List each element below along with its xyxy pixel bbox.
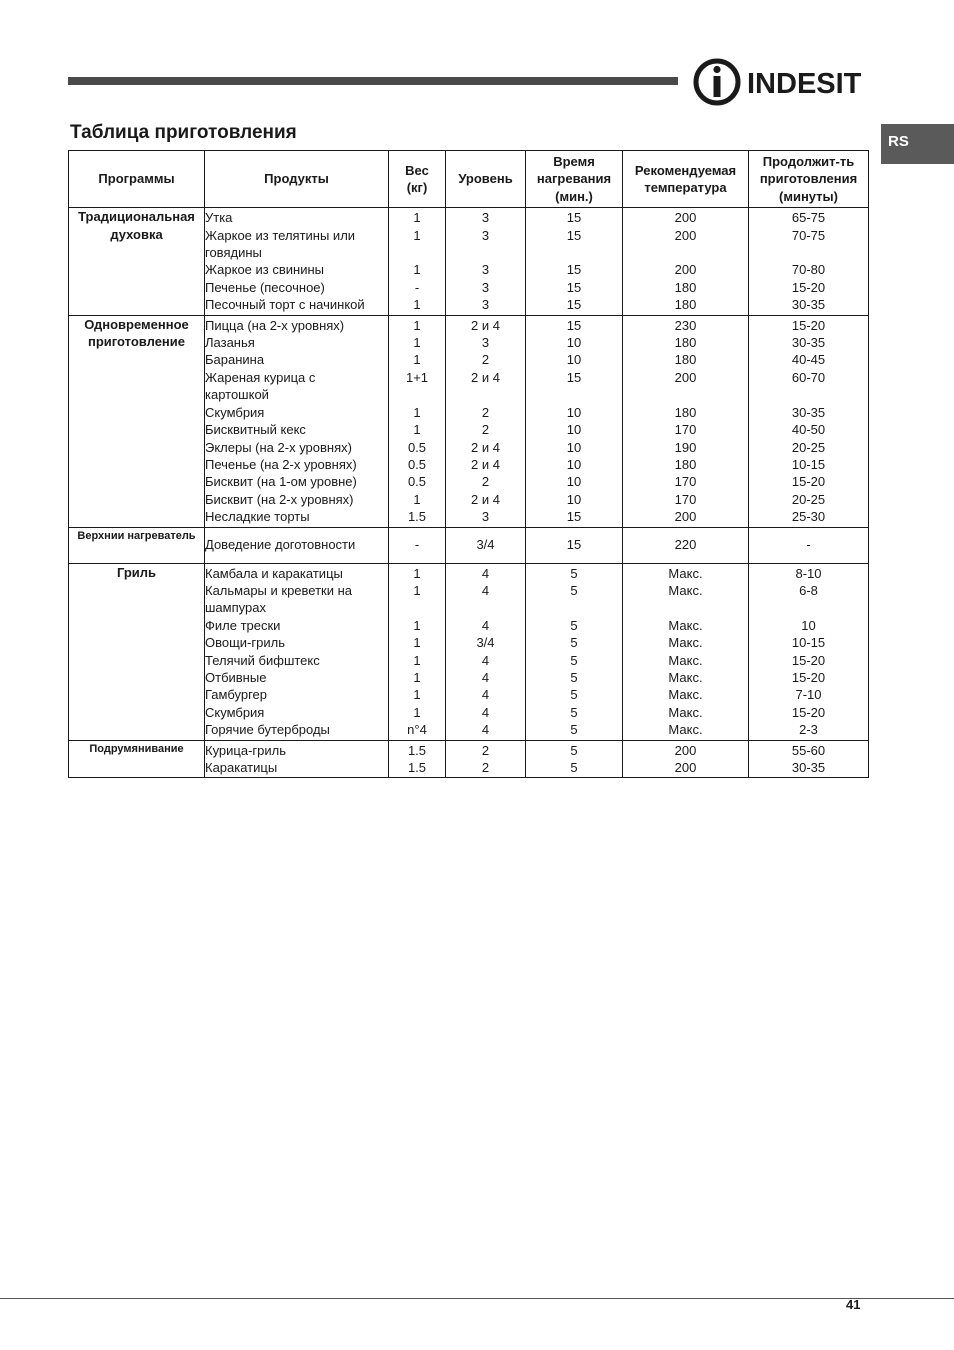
duration-cell-value: 20-25 xyxy=(791,491,826,507)
duration-cell-value: 70-75 xyxy=(791,227,826,243)
temperature-cell xyxy=(623,527,749,563)
level-cell-value: 2 xyxy=(481,352,490,368)
temperature-cell xyxy=(623,740,749,778)
temperature-cell-value: 220 xyxy=(674,537,697,553)
temperature-cell xyxy=(623,563,749,740)
preheat-cell-value: 15 xyxy=(566,537,582,553)
weight-cell-value: 1 xyxy=(413,669,421,685)
duration-cell-value: 60-70 xyxy=(791,369,826,385)
preheat-cell-value: 15 xyxy=(566,262,582,278)
level-cell-value: 2 xyxy=(481,404,490,420)
weight-cell xyxy=(389,208,446,315)
level-cell-value: 4 xyxy=(481,722,490,738)
product-cell-value: Курица-гриль xyxy=(205,742,287,758)
temperature-cell-value: 200 xyxy=(674,262,697,278)
footer-divider xyxy=(0,1298,954,1299)
level-cell-value: 2 xyxy=(481,742,490,758)
weight-cell-value: 1 xyxy=(413,210,421,226)
temperature-cell-value: 180 xyxy=(674,335,697,351)
weight-cell-value: 1 xyxy=(413,491,421,507)
program-label: Верхнии нагреватель xyxy=(77,529,196,542)
page-number: 41 xyxy=(846,1297,861,1312)
product-cell-value: Несладкие торты xyxy=(205,509,310,525)
duration-cell-value: 7-10 xyxy=(795,687,822,703)
temperature-cell-value: 180 xyxy=(674,297,697,313)
product-cell xyxy=(205,315,389,527)
product-cell-value: Лазанья xyxy=(205,335,255,351)
preheat-cell-value: 5 xyxy=(570,565,578,581)
table-row xyxy=(69,315,869,527)
level-cell-value: 2 и 4 xyxy=(471,439,500,455)
header-level: Уровень xyxy=(446,151,526,208)
weight-cell-value: n°4 xyxy=(407,722,427,738)
preheat-cell-value: 5 xyxy=(570,635,578,651)
level-cell-value: 4 xyxy=(481,704,490,720)
level-cell-value: 2 xyxy=(481,760,490,775)
temperature-cell-value: 230 xyxy=(674,317,697,333)
preheat-cell-value: 10 xyxy=(566,404,582,420)
table-row xyxy=(69,563,869,740)
product-cell-value: Песочный торт с начинкой xyxy=(205,297,365,313)
header-preheat-line: (мин.) xyxy=(555,188,593,204)
temperature-cell-value: Макс. xyxy=(668,635,703,651)
header-preheat xyxy=(526,151,623,208)
product-cell-value: Жаркое из телятины или xyxy=(205,227,356,243)
indesit-logo xyxy=(693,57,873,107)
weight-cell xyxy=(389,740,446,778)
duration-cell xyxy=(749,527,869,563)
duration-cell-value: 8-10 xyxy=(795,565,822,581)
duration-cell-value: 55-60 xyxy=(791,742,826,758)
temperature-cell-value: 190 xyxy=(674,439,697,455)
header-weight xyxy=(389,151,446,208)
header-duration-line: Продолжит-ть xyxy=(762,154,855,169)
weight-cell-value: 1 xyxy=(413,617,421,633)
duration-cell-value: - xyxy=(806,537,811,553)
program-label: приготовление xyxy=(88,334,185,350)
product-cell-value: Бисквитный кекс xyxy=(205,422,306,438)
product-cell-value: Баранина xyxy=(205,352,265,368)
duration-cell-value: 25-30 xyxy=(791,509,826,525)
weight-cell-value: 1 xyxy=(413,262,421,278)
product-cell xyxy=(205,563,389,740)
preheat-cell-value: 5 xyxy=(570,669,578,685)
header-products: Продукты xyxy=(205,151,389,208)
weight-cell-value: 1 xyxy=(413,687,421,703)
duration-cell-value: 2-3 xyxy=(799,722,818,738)
weight-cell-value: 1 xyxy=(413,582,421,598)
temperature-cell-value xyxy=(623,244,748,261)
weight-cell-value: - xyxy=(414,279,420,295)
level-cell-value: 2 xyxy=(481,422,490,438)
preheat-cell-value: 5 xyxy=(570,582,578,598)
weight-cell xyxy=(389,527,446,563)
preheat-cell xyxy=(526,208,623,315)
temperature-cell xyxy=(623,208,749,315)
language-tab: RS xyxy=(881,124,954,164)
preheat-cell xyxy=(526,315,623,527)
program-cell xyxy=(69,740,205,778)
level-cell-value: 3 xyxy=(481,210,490,226)
page-title: Таблица приготовления xyxy=(70,122,297,143)
weight-cell-value: 1 xyxy=(413,652,421,668)
product-cell-value: Телячий бифштекс xyxy=(205,652,320,668)
temperature-cell-value: Макс. xyxy=(668,617,703,633)
header-temperature-line: Рекомендуемая xyxy=(634,162,737,178)
duration-cell-value: 15-20 xyxy=(791,669,826,685)
preheat-cell-value: 15 xyxy=(566,317,582,333)
level-cell-value: 3 xyxy=(481,279,490,295)
duration-cell-value: 15-20 xyxy=(791,704,826,720)
duration-cell-value: 10-15 xyxy=(791,635,826,651)
temperature-cell-value: 200 xyxy=(674,760,697,775)
temperature-cell-value: 200 xyxy=(674,742,697,758)
level-cell xyxy=(446,315,526,527)
level-cell-value: 3/4 xyxy=(476,635,495,651)
temperature-cell-value: 180 xyxy=(674,279,697,295)
weight-cell-value: 1+1 xyxy=(405,369,429,385)
preheat-cell-value xyxy=(526,599,622,616)
level-cell-value: 3 xyxy=(481,262,490,278)
temperature-cell-value: 200 xyxy=(674,369,697,385)
level-cell xyxy=(446,208,526,315)
level-cell-value xyxy=(446,599,525,616)
level-cell-value: 3/4 xyxy=(476,537,495,553)
temperature-cell-value: 170 xyxy=(674,491,697,507)
preheat-cell xyxy=(526,563,623,740)
duration-cell-value: 6-8 xyxy=(799,582,818,598)
preheat-cell-value: 5 xyxy=(570,687,578,703)
preheat-cell-value: 10 xyxy=(566,456,582,472)
duration-cell-value xyxy=(749,244,868,261)
duration-cell-value: 40-45 xyxy=(791,352,826,368)
header-preheat-line: нагревания xyxy=(536,171,612,187)
duration-cell-value: 10-15 xyxy=(791,456,826,472)
level-cell-value: 4 xyxy=(481,617,490,633)
program-label: Гриль xyxy=(116,564,157,580)
temperature-cell-value: 200 xyxy=(674,210,697,226)
weight-cell-value: 1 xyxy=(413,422,421,438)
weight-cell-value: 1 xyxy=(413,227,421,243)
level-cell-value: 2 xyxy=(481,474,490,490)
preheat-cell-value: 15 xyxy=(566,297,582,313)
header-temperature xyxy=(623,151,749,208)
preheat-cell-value: 15 xyxy=(566,210,582,226)
temperature-cell-value: 180 xyxy=(674,456,697,472)
product-cell-value: Пицца (на 2-х уровнях) xyxy=(205,317,345,333)
product-cell-value: Гамбургер xyxy=(205,687,267,703)
product-cell-value: Камбала и каракатицы xyxy=(205,565,343,581)
program-label: Одновременное xyxy=(84,316,189,332)
level-cell-value: 4 xyxy=(481,582,490,598)
duration-cell-value xyxy=(749,386,868,403)
temperature-cell-value: 170 xyxy=(674,422,697,438)
temperature-cell-value xyxy=(623,386,748,403)
preheat-cell-value xyxy=(526,244,622,261)
temperature-cell-value: Макс. xyxy=(668,687,703,703)
duration-cell-value xyxy=(749,599,868,616)
level-cell-value: 4 xyxy=(481,669,490,685)
cooking-table xyxy=(68,150,869,778)
level-cell-value xyxy=(446,386,525,403)
header-weight-line: (кг) xyxy=(406,180,428,196)
temperature-cell-value: Макс. xyxy=(668,582,703,598)
duration-cell-value: 10 xyxy=(801,617,816,633)
duration-cell-value: 15-20 xyxy=(791,474,826,490)
temperature-cell-value: 180 xyxy=(674,404,697,420)
product-cell xyxy=(205,527,389,563)
table-row xyxy=(69,208,869,315)
level-cell-value xyxy=(446,244,525,261)
temperature-cell-value: 180 xyxy=(674,352,697,368)
header-weight-line: Вес xyxy=(405,162,429,178)
table-row xyxy=(69,740,869,778)
preheat-cell-value: 5 xyxy=(570,722,578,738)
header-duration-line: (минуты) xyxy=(779,188,838,204)
weight-cell-value xyxy=(389,386,445,403)
header-duration xyxy=(749,151,869,208)
weight-cell xyxy=(389,563,446,740)
duration-cell-value: 30-35 xyxy=(791,297,826,313)
brand-name: INDESIT xyxy=(747,68,862,100)
program-cell xyxy=(69,315,205,527)
preheat-cell-value: 5 xyxy=(570,617,578,633)
weight-cell-value: 1 xyxy=(413,635,421,651)
weight-cell-value: 1.5 xyxy=(407,509,427,525)
table-header-row xyxy=(69,151,869,208)
weight-cell-value: 1 xyxy=(413,335,421,351)
product-cell xyxy=(205,740,389,778)
level-cell-value: 3 xyxy=(481,335,490,351)
weight-cell xyxy=(389,315,446,527)
temperature-cell-value: 170 xyxy=(674,474,697,490)
product-cell-value: Бисквит (на 2-х уровнях) xyxy=(205,491,354,507)
product-cell-value: Утка xyxy=(205,210,233,226)
duration-cell xyxy=(749,563,869,740)
product-cell-value: картошкой xyxy=(205,387,269,403)
temperature-cell-value: Макс. xyxy=(668,669,703,685)
weight-cell-value: 1.5 xyxy=(407,760,427,775)
level-cell-value: 2 и 4 xyxy=(471,456,500,472)
table-row xyxy=(69,527,869,563)
level-cell-value: 4 xyxy=(481,687,490,703)
duration-cell xyxy=(749,740,869,778)
duration-cell xyxy=(749,208,869,315)
level-cell-value: 4 xyxy=(481,565,490,581)
product-cell-value: говядины xyxy=(205,245,262,261)
temperature-cell-value: 200 xyxy=(674,227,697,243)
product-cell-value: Бисквит (на 1-ом уровне) xyxy=(205,474,357,490)
product-cell-value: Каракатицы xyxy=(205,760,278,775)
preheat-cell-value: 5 xyxy=(570,742,578,758)
product-cell-value: Жаркое из свинины xyxy=(205,262,324,278)
level-cell xyxy=(446,563,526,740)
header-duration-line: приготовления xyxy=(759,171,858,187)
weight-cell-value: 1 xyxy=(413,404,421,420)
product-cell-value: Филе трески xyxy=(205,617,281,633)
weight-cell-value: 1 xyxy=(413,352,421,368)
weight-cell-value: 0.5 xyxy=(407,474,427,490)
duration-cell xyxy=(749,315,869,527)
header-preheat-line: Время xyxy=(553,154,595,169)
product-cell-value: Доведение доготовности xyxy=(205,537,356,553)
temperature-cell xyxy=(623,315,749,527)
duration-cell-value: 30-35 xyxy=(791,760,826,775)
product-cell-value: Горячие бутерброды xyxy=(205,722,330,738)
program-cell xyxy=(69,563,205,740)
product-cell-value: Кальмары и креветки на xyxy=(205,582,353,598)
preheat-cell-value: 10 xyxy=(566,491,582,507)
duration-cell-value: 15-20 xyxy=(791,317,826,333)
preheat-cell-value: 15 xyxy=(566,279,582,295)
product-cell-value: Отбивные xyxy=(205,669,267,685)
level-cell-value: 2 и 4 xyxy=(471,369,500,385)
level-cell-value: 4 xyxy=(481,652,490,668)
table-body xyxy=(69,208,869,778)
preheat-cell xyxy=(526,740,623,778)
level-cell-value: 3 xyxy=(481,227,490,243)
weight-cell-value: - xyxy=(414,537,420,553)
program-label: Подрумянивание xyxy=(89,742,184,755)
weight-cell-value xyxy=(389,244,445,261)
preheat-cell-value: 10 xyxy=(566,422,582,438)
level-cell xyxy=(446,527,526,563)
product-cell-value: Скумбрия xyxy=(205,704,265,720)
product-cell-value: Скумбрия xyxy=(205,404,265,420)
program-label: духовка xyxy=(110,226,163,242)
duration-cell-value: 70-80 xyxy=(791,262,826,278)
program-label: Традициональная xyxy=(78,209,195,225)
header-temperature-line: температура xyxy=(644,180,727,196)
temperature-cell-value xyxy=(623,599,748,616)
level-cell-value: 3 xyxy=(481,509,490,525)
preheat-cell-value: 15 xyxy=(566,369,582,385)
level-cell-value: 2 и 4 xyxy=(471,491,500,507)
preheat-cell-value: 5 xyxy=(570,760,578,775)
preheat-cell-value: 10 xyxy=(566,474,582,490)
preheat-cell-value: 5 xyxy=(570,652,578,668)
duration-cell-value: 65-75 xyxy=(791,210,826,226)
product-cell xyxy=(205,208,389,315)
weight-cell-value xyxy=(389,599,445,616)
preheat-cell-value: 15 xyxy=(566,509,582,525)
program-cell xyxy=(69,527,205,563)
product-cell-value: Печенье (на 2-х уровнях) xyxy=(205,456,357,472)
duration-cell-value: 20-25 xyxy=(791,439,826,455)
product-cell-value: Эклеры (на 2-х уровнях) xyxy=(205,439,352,455)
product-cell-value: Печенье (песочное) xyxy=(205,279,325,295)
preheat-cell-value: 15 xyxy=(566,227,582,243)
weight-cell-value: 1 xyxy=(413,297,421,313)
level-cell-value: 2 и 4 xyxy=(471,317,500,333)
weight-cell-value: 0.5 xyxy=(407,456,427,472)
product-cell-value: шампурах xyxy=(205,600,266,616)
preheat-cell-value: 5 xyxy=(570,704,578,720)
duration-cell-value: 30-35 xyxy=(791,404,826,420)
duration-cell-value: 40-50 xyxy=(791,422,826,438)
product-cell-value: Овощи-гриль xyxy=(205,635,285,651)
temperature-cell-value: 200 xyxy=(674,509,697,525)
temperature-cell-value: Макс. xyxy=(668,565,703,581)
temperature-cell-value: Макс. xyxy=(668,722,703,738)
header-programs: Программы xyxy=(69,151,205,208)
level-cell xyxy=(446,740,526,778)
preheat-cell-value: 10 xyxy=(566,352,582,368)
duration-cell-value: 15-20 xyxy=(791,279,826,295)
header-bar xyxy=(68,77,678,85)
preheat-cell xyxy=(526,527,623,563)
program-cell xyxy=(69,208,205,315)
product-cell-value: Жареная курица с xyxy=(205,369,316,385)
level-cell-value: 3 xyxy=(481,297,490,313)
weight-cell-value: 1 xyxy=(413,704,421,720)
preheat-cell-value: 10 xyxy=(566,335,582,351)
weight-cell-value: 1.5 xyxy=(407,742,427,758)
duration-cell-value: 30-35 xyxy=(791,335,826,351)
preheat-cell-value: 10 xyxy=(566,439,582,455)
temperature-cell-value: Макс. xyxy=(668,652,703,668)
weight-cell-value: 1 xyxy=(413,317,421,333)
duration-cell-value: 15-20 xyxy=(791,652,826,668)
weight-cell-value: 0.5 xyxy=(407,439,427,455)
preheat-cell-value xyxy=(526,386,622,403)
weight-cell-value: 1 xyxy=(413,565,421,581)
temperature-cell-value: Макс. xyxy=(668,704,703,720)
